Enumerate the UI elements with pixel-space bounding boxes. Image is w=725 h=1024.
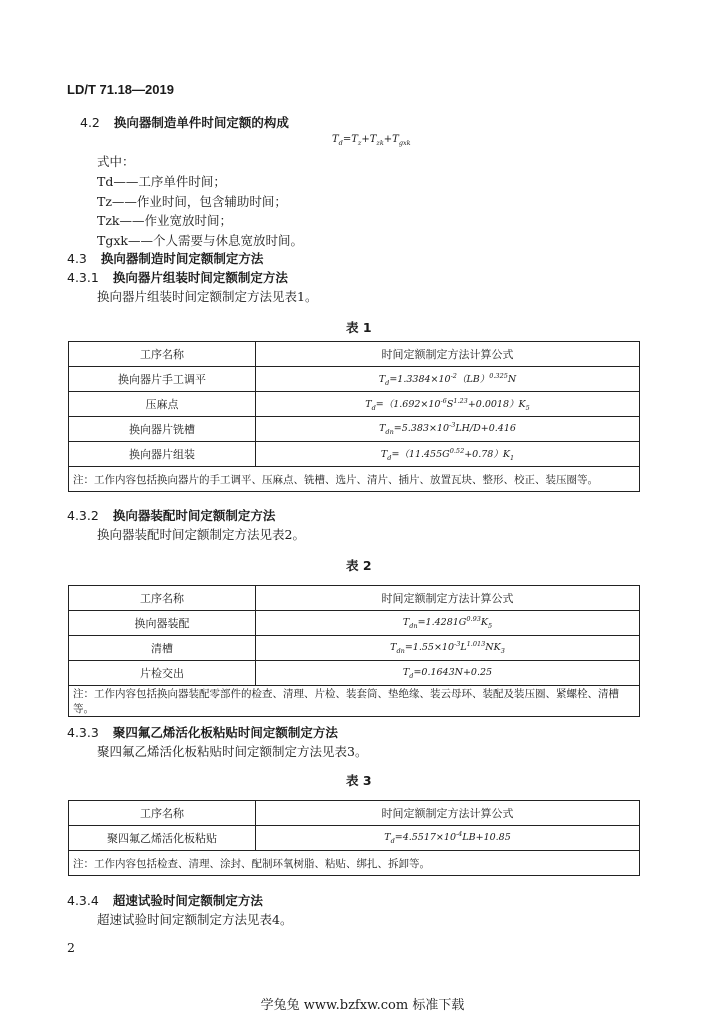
formula-cell: $T_{dn}=1.55\times 10^{-3}L^{1.013}NK_3$ <box>256 636 640 661</box>
table-cell: 换向器片铣槽 <box>69 417 256 442</box>
formula-cell: $T_d=1.3384\times 10^{-2}(LB)^{0.325}N$ <box>256 367 640 392</box>
def-tgxk: Tgxk——个人需要与休息宽放时间。 <box>97 233 303 248</box>
section-4-3-1-text: 换向器片组装时间定额制定方法见表1。 <box>97 289 318 304</box>
table-1-caption: 表 1 <box>346 320 372 335</box>
page-number: 2 <box>67 940 75 955</box>
table-1 <box>68 341 640 492</box>
table-header-cell: 时间定额制定方法计算公式 <box>256 586 640 611</box>
table-note: 注：工作内容包括换向器片的手工调平、压麻点、铣槽、选片、清片、插片、放置瓦块、整形、校正、装压圈等。 <box>69 467 640 492</box>
table-row <box>69 636 640 661</box>
section-4-3-4-text: 超速试验时间定额制定方法见表4。 <box>97 912 293 927</box>
table-row <box>69 467 640 492</box>
table-row <box>69 826 640 851</box>
section-4-3-2-text: 换向器装配时间定额制定方法见表2。 <box>97 527 305 542</box>
table-row <box>69 392 640 417</box>
def-tzk: Tzk——作业宽放时间； <box>97 213 232 228</box>
table-cell: 片检交出 <box>69 661 256 686</box>
formula-cell: $T_d=0.1643N+0.25$ <box>256 661 640 686</box>
table-header-cell: 工序名称 <box>69 342 256 367</box>
section-4-3-1-heading: 4.3.1 换向器片组装时间定额制定方法 <box>67 270 288 285</box>
formula-cell: $T_d=(1.692\times 10^{-6}S^{1.23}+0.0018)K_5$ <box>256 392 640 417</box>
table-cell: 清槽 <box>69 636 256 661</box>
table-row <box>69 661 640 686</box>
table-row <box>69 367 640 392</box>
formula-cell: $T_{dn}=1.4281G^{0.93}K_5$ <box>256 611 640 636</box>
main-formula: $T_d=T_z+T_{zk}+T_{gxk}$ <box>332 134 411 147</box>
section-4-2-heading: 4.2 换向器制造单件时间定额的构成 <box>80 115 289 130</box>
table-row <box>69 417 640 442</box>
table-cell: 换向器装配 <box>69 611 256 636</box>
footer-watermark: 学兔兔 www.bzfxw.com 标准下载 <box>260 998 465 1013</box>
formula-cell: $T_{dn}=5.383\times 10^{-3}LH/D+0.416$ <box>256 417 640 442</box>
table-row <box>69 586 640 611</box>
table-3-caption: 表 3 <box>346 773 372 788</box>
table-header-cell: 工序名称 <box>69 801 256 826</box>
table-note: 注：工作内容包括换向器装配零部件的检查、清理、片检、装套筒、垫绝缘、装云母环、装配及装压圈、紧螺栓、清槽等。 <box>69 686 640 717</box>
formula-cell: $T_d=(11.455G^{0.52}+0.78)K_1$ <box>256 442 640 467</box>
table-2 <box>68 585 640 717</box>
section-4-3-3-heading: 4.3.3 聚四氟乙烯活化板粘贴时间定额制定方法 <box>67 725 338 740</box>
table-note: 注：工作内容包括检查、清理、涂封、配制环氧树脂、粘贴、绑扎、拆卸等。 <box>69 851 640 876</box>
table-cell: 压麻点 <box>69 392 256 417</box>
def-tz: Tz——作业时间，包含辅助时间； <box>97 194 287 209</box>
table-row <box>69 611 640 636</box>
table-row <box>69 342 640 367</box>
table-header-cell: 时间定额制定方法计算公式 <box>256 342 640 367</box>
section-4-3-4-heading: 4.3.4 超速试验时间定额制定方法 <box>67 893 263 908</box>
formula-cell: $T_d=4.5517\times 10^{-4}LB+10.85$ <box>256 826 640 851</box>
table-2-caption: 表 2 <box>346 558 372 573</box>
where-label: 式中： <box>97 154 135 169</box>
document-header: LD/T 71.18—2019 <box>67 82 174 97</box>
table-cell: 聚四氟乙烯活化板粘贴 <box>69 826 256 851</box>
table-header-cell: 时间定额制定方法计算公式 <box>256 801 640 826</box>
section-4-3-3-text: 聚四氟乙烯活化板粘贴时间定额制定方法见表3。 <box>97 744 368 759</box>
table-cell: 换向器片组装 <box>69 442 256 467</box>
table-cell: 换向器片手工调平 <box>69 367 256 392</box>
section-4-3-2-heading: 4.3.2 换向器装配时间定额制定方法 <box>67 508 276 523</box>
table-3 <box>68 800 640 876</box>
section-4-3-heading: 4.3 换向器制造时间定额制定方法 <box>67 251 264 266</box>
table-row <box>69 801 640 826</box>
table-row <box>69 442 640 467</box>
table-row <box>69 851 640 876</box>
table-header-cell: 工序名称 <box>69 586 256 611</box>
table-row <box>69 686 640 717</box>
def-td: Td——工序单件时间； <box>97 174 226 189</box>
